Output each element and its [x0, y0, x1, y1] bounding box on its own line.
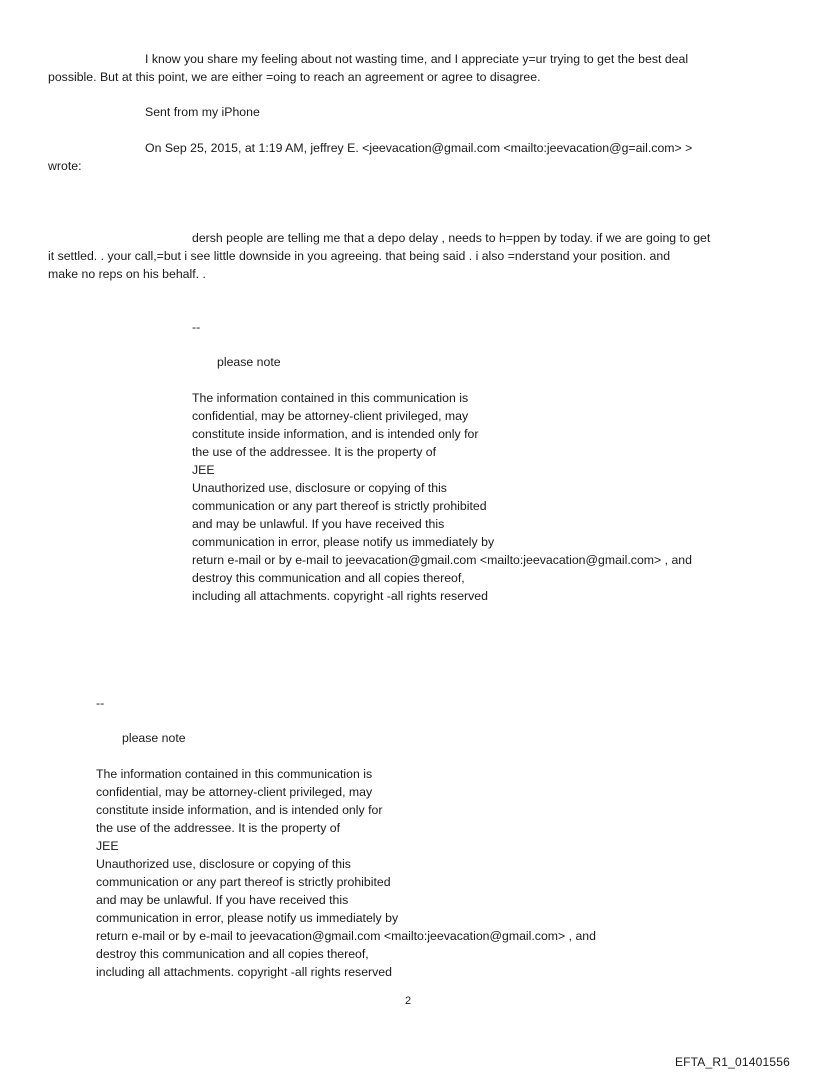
quoted-disclaimer-line: communication in error, please notify us immediately by — [192, 535, 495, 549]
outer-disclaimer-line: return e-mail or by e-mail to jeevacation@gmail.com <mailto:jeevacation@gmail.com> , and — [96, 929, 596, 943]
quoted-disclaimer-line: Unauthorized use, disclosure or copying of this — [192, 481, 447, 495]
reply-line-1: I know you share my feeling about not wasting time, and I appreciate y=ur trying to get the best deal — [145, 52, 689, 66]
quoted-disclaimer-line: including all attachments. copyright -all rights reserved — [192, 589, 488, 603]
outer-disclaimer-line: constitute inside information, and is intended only for — [96, 803, 383, 817]
page-number: 2 — [404, 995, 412, 1007]
quoted-line-3: make no reps on his behalf. . — [48, 267, 206, 281]
quoted-line-1: dersh people are telling me that a depo delay , needs to h=ppen by today. if we are going to get — [192, 231, 711, 245]
quoted-disclaimer-line: the use of the addressee. It is the property of — [192, 445, 437, 459]
quoted-disclaimer-line: confidential, may be attorney-client privileged, may — [192, 409, 469, 423]
quoted-disclaimer-line: destroy this communication and all copies thereof, — [192, 571, 465, 585]
quoted-disclaimer-line: return e-mail or by e-mail to jeevacation@gmail.com <mailto:jeevacation@gmail.com> , and — [192, 553, 692, 567]
quoted-message-body — [48, 229, 788, 283]
outer-disclaimer — [96, 765, 596, 981]
quoted-disclaimer-line: communication or any part thereof is strictly prohibited — [192, 499, 487, 513]
outer-disclaimer-line: communication or any part thereof is strictly prohibited — [96, 875, 391, 889]
outer-disclaimer-line: the use of the addressee. It is the property of — [96, 821, 341, 835]
quote-header-line-1: On Sep 25, 2015, at 1:19 AM, jeffrey E. <jeevacation@gmail.com <mailto:jeevacation@g=ail.com> > — [145, 141, 693, 155]
quoted-disclaimer-line: JEE — [192, 463, 215, 477]
quoted-disclaimer-line: The information contained in this communication is — [192, 391, 469, 405]
quote-header-line-2: wrote: — [48, 159, 82, 173]
reply-paragraph — [48, 50, 788, 86]
quoted-separator: -- — [192, 320, 201, 334]
outer-disclaimer-line: JEE — [96, 839, 119, 853]
quote-header — [48, 139, 788, 175]
quoted-disclaimer-line: and may be unlawful. If you have received this — [192, 517, 445, 531]
outer-disclaimer-line: and may be unlawful. If you have received this — [96, 893, 349, 907]
outer-separator: -- — [96, 696, 105, 710]
bates-stamp: EFTA_R1_01401556 — [674, 1055, 790, 1069]
outer-disclaimer-line: confidential, may be attorney-client privileged, may — [96, 785, 373, 799]
outer-disclaimer-line: destroy this communication and all copies thereof, — [96, 947, 369, 961]
quoted-disclaimer-line: constitute inside information, and is intended only for — [192, 427, 479, 441]
quoted-note-label: please note — [217, 355, 281, 369]
reply-line-2: possible. But at this point, we are either =oing to reach an agreement or agree to disagree. — [48, 70, 541, 84]
quoted-line-2: it settled. . your call,=but i see little downside in you agreeing. that being said . i also =nderstand your position. and — [48, 249, 671, 263]
outer-disclaimer-line: The information contained in this communication is — [96, 767, 373, 781]
outer-disclaimer-line: including all attachments. copyright -all rights reserved — [96, 965, 392, 979]
sent-from-signature: Sent from my iPhone — [145, 105, 260, 119]
outer-disclaimer-line: Unauthorized use, disclosure or copying of this — [96, 857, 351, 871]
outer-note-label: please note — [122, 731, 186, 745]
quoted-disclaimer — [192, 389, 692, 605]
outer-disclaimer-line: communication in error, please notify us immediately by — [96, 911, 399, 925]
